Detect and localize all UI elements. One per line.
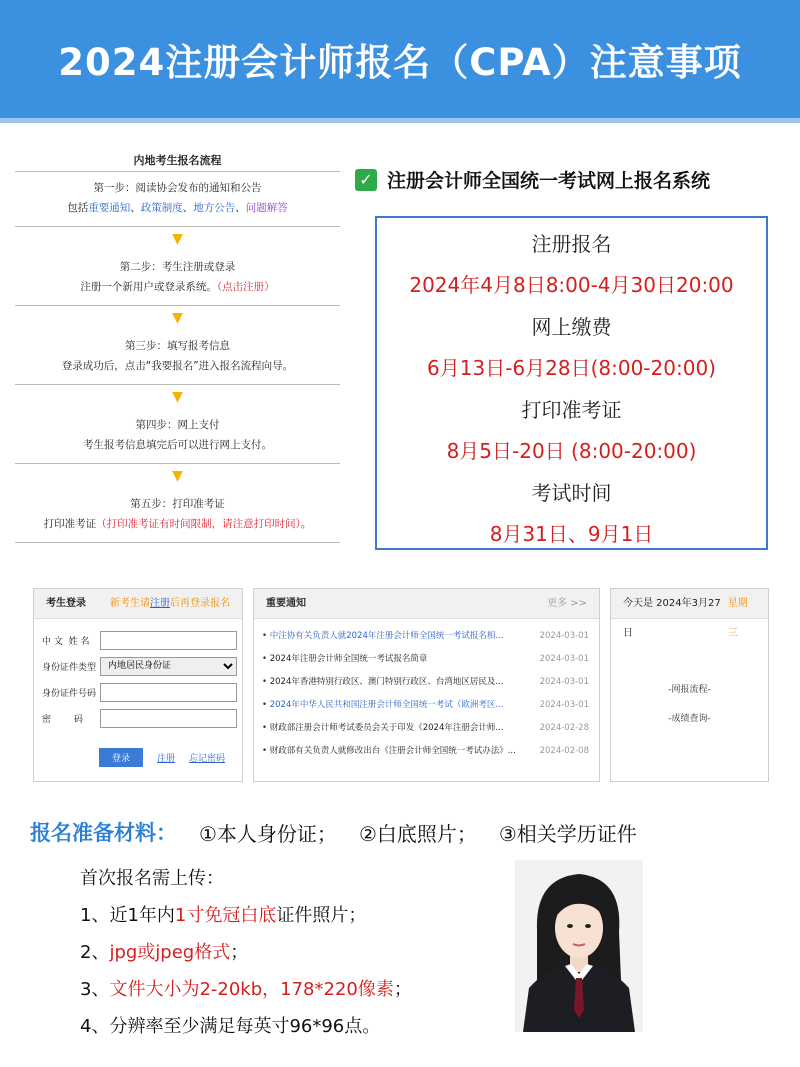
separator: 、 — [235, 202, 246, 214]
more-link[interactable]: 更多 >> — [547, 598, 587, 609]
name-label: 中 文 姓 名 — [42, 636, 90, 647]
password-row — [34, 705, 242, 731]
step-desc: 考生报考信息填完后可以进行网上支付。 — [83, 439, 272, 451]
req-text: 2、 — [80, 942, 110, 963]
notice-text[interactable]: • 财政部有关负责人就修改出台《注册会计师全国统一考试办法》... — [262, 740, 517, 763]
quick-links — [611, 619, 768, 734]
upload-requirements — [80, 860, 412, 1045]
idtype-row — [34, 653, 242, 679]
login-actions — [34, 731, 242, 767]
req-text: ； — [230, 942, 249, 963]
notice-date: 2024-03-01 — [539, 631, 589, 641]
step-title: 第三步：填写报考信息 — [125, 340, 230, 352]
forgot-password-link[interactable]: 忘记密码 — [189, 754, 226, 764]
materials-line — [30, 817, 637, 847]
link-registration-process[interactable]: -网报流程- — [668, 685, 711, 695]
notice-date: 2024-03-01 — [539, 654, 589, 664]
flow-step-3 — [15, 330, 340, 385]
materials-heading: 报名准备材料： — [30, 821, 177, 845]
schedule-box — [375, 216, 768, 550]
separator: 、 — [130, 202, 141, 214]
link-local-notice[interactable]: 地方公告 — [193, 202, 236, 214]
link-faq[interactable]: 问题解答 — [245, 202, 288, 214]
notice-item[interactable] — [262, 740, 589, 763]
idnum-label: 身份证件号码 — [42, 688, 97, 699]
requirements-intro: 首次报名需上传： — [80, 868, 224, 889]
notice-item[interactable] — [262, 625, 589, 648]
step-title: 第一步：阅读协会发布的通知和公告 — [93, 182, 262, 194]
checkbox-icon: ✓ — [355, 169, 377, 191]
schedule-label: 打印准考证 — [521, 398, 622, 422]
page-title: 2024注册会计师报名（CPA）注意事项 — [58, 41, 742, 84]
notice-item[interactable] — [262, 648, 589, 671]
step-desc: 登录成功后，点击“我要报名”进入报名流程向导。 — [61, 360, 294, 372]
hint-text: 后再登录报名 — [170, 598, 230, 609]
login-header — [34, 589, 242, 619]
register-link[interactable]: 注册 — [157, 754, 176, 764]
step-title: 第四步：网上支付 — [135, 419, 220, 431]
notice-text[interactable]: • 2024年中华人民共和国注册会计师全国统一考试（欧洲考区... — [262, 694, 517, 717]
step-desc-prefix: 打印准考证 — [43, 518, 97, 530]
notice-title: 重要通知 — [266, 598, 306, 609]
login-panel — [33, 588, 243, 782]
step-desc-suffix: 。 — [300, 518, 312, 530]
idnum-input[interactable] — [100, 683, 237, 702]
login-title: 考生登录 — [46, 598, 86, 609]
step-desc — [15, 198, 340, 218]
date-header — [611, 589, 768, 639]
notice-item[interactable] — [262, 671, 589, 694]
idtype-select[interactable] — [100, 657, 237, 676]
step-title: 第五步：打印准考证 — [130, 498, 225, 510]
system-heading — [355, 166, 710, 193]
req-highlight: 1寸免冠白底 — [174, 905, 277, 926]
link-score-query[interactable]: -成绩查询- — [668, 714, 711, 724]
flow-step-1 — [15, 172, 340, 227]
arrow-down-icon: ▼ — [172, 310, 183, 326]
notice-list — [254, 619, 599, 763]
date-panel — [610, 588, 769, 782]
name-row — [34, 627, 242, 653]
schedule-label: 注册报名 — [531, 232, 612, 256]
schedule-value: 6月13日-6月28日(8:00-20:00) — [427, 356, 716, 380]
req-highlight: 文件大小为2-20kb，178*220像素 — [109, 979, 394, 1000]
material-photo: ②白底照片； — [358, 821, 477, 846]
schedule-value: 8月5日-20日 (8:00-20:00) — [446, 439, 697, 463]
flow-step-2 — [15, 251, 340, 306]
req-text: 证件照片； — [276, 905, 367, 926]
login-hint — [110, 589, 230, 618]
hint-register-link[interactable]: 注册 — [150, 598, 170, 609]
material-education: ③相关学历证件 — [498, 821, 637, 846]
req-text: ； — [393, 979, 412, 1000]
req-highlight: jpg或jpeg格式 — [109, 942, 231, 963]
arrow-down-icon: ▼ — [172, 389, 183, 405]
notice-date: 2024-03-01 — [539, 677, 589, 687]
password-label: 密 码 — [42, 714, 83, 725]
step-desc-prefix: 包括 — [67, 202, 89, 214]
schedule-value: 2024年4月8日8:00-4月30日20:00 — [409, 273, 734, 297]
flow-title: 内地考生报名流程 — [15, 150, 340, 172]
link-policy[interactable]: 政策制度 — [140, 202, 183, 214]
arrow-down-icon: ▼ — [172, 468, 183, 484]
portrait-illustration — [515, 860, 643, 1032]
registration-flow — [15, 150, 340, 543]
arrow-down-icon: ▼ — [172, 231, 183, 247]
notice-panel — [253, 588, 600, 782]
schedule-value: 8月31日、9月1日 — [489, 522, 654, 546]
step-desc — [15, 514, 340, 534]
idnum-row — [34, 679, 242, 705]
system-title: 注册会计师全国统一考试网上报名系统 — [387, 170, 711, 192]
notice-header — [254, 589, 599, 619]
notice-text[interactable]: • 2024年注册会计师全国统一考试报名简章 — [262, 648, 517, 671]
notice-date: 2024-03-01 — [539, 700, 589, 710]
notice-date: 2024-02-08 — [539, 746, 589, 756]
requirement-3 — [80, 971, 412, 1008]
step-desc-text: 注册一个新用户或登录系统。 — [80, 281, 217, 293]
notice-text[interactable]: • 财政部注册会计师考试委员会关于印发《2024年注册会计师... — [262, 717, 517, 740]
name-input[interactable] — [100, 631, 237, 650]
idtype-label: 身份证件类型 — [42, 662, 97, 673]
schedule-label: 网上缴费 — [531, 315, 612, 339]
password-input[interactable] — [100, 709, 237, 728]
today-text: 今天是 2024年3月27日 — [623, 598, 721, 639]
req-text: 3、 — [80, 979, 110, 1000]
requirement-2 — [80, 934, 412, 971]
notice-text[interactable]: • 2024年香港特别行政区、澳门特别行政区、台湾地区居民及... — [262, 671, 517, 694]
step-title: 第二步：考生注册或登录 — [119, 261, 236, 273]
link-click-register[interactable]: （点击注册） — [216, 281, 275, 293]
notice-item[interactable] — [262, 694, 589, 717]
schedule-label: 考试时间 — [531, 481, 612, 505]
notice-date: 2024-02-28 — [539, 723, 589, 733]
title-banner — [0, 0, 800, 118]
step-desc — [15, 277, 340, 297]
weekday-text: 星期三 — [727, 598, 748, 639]
notice-item[interactable] — [262, 717, 589, 740]
link-important-notice[interactable]: 重要通知 — [88, 202, 131, 214]
login-button[interactable]: 登录 — [99, 748, 143, 767]
sample-id-photo — [515, 860, 643, 1032]
notice-text[interactable]: • 中注协有关负责人就2024年注册会计师全国统一考试报名相... — [262, 625, 517, 648]
separator: 、 — [182, 202, 194, 214]
requirement-4: 4、分辨率至少满足每英寸96*96点。 — [80, 1016, 381, 1037]
print-time-warning: （打印准考证有时间限制，请注意打印时间） — [96, 518, 301, 530]
flow-step-5 — [15, 488, 340, 543]
hint-text: 新考生请 — [110, 598, 150, 609]
req-text: 1、近1年内 — [80, 905, 175, 926]
material-id-card: ①本人身份证； — [199, 821, 337, 846]
flow-step-4 — [15, 409, 340, 464]
requirement-1 — [80, 897, 412, 934]
